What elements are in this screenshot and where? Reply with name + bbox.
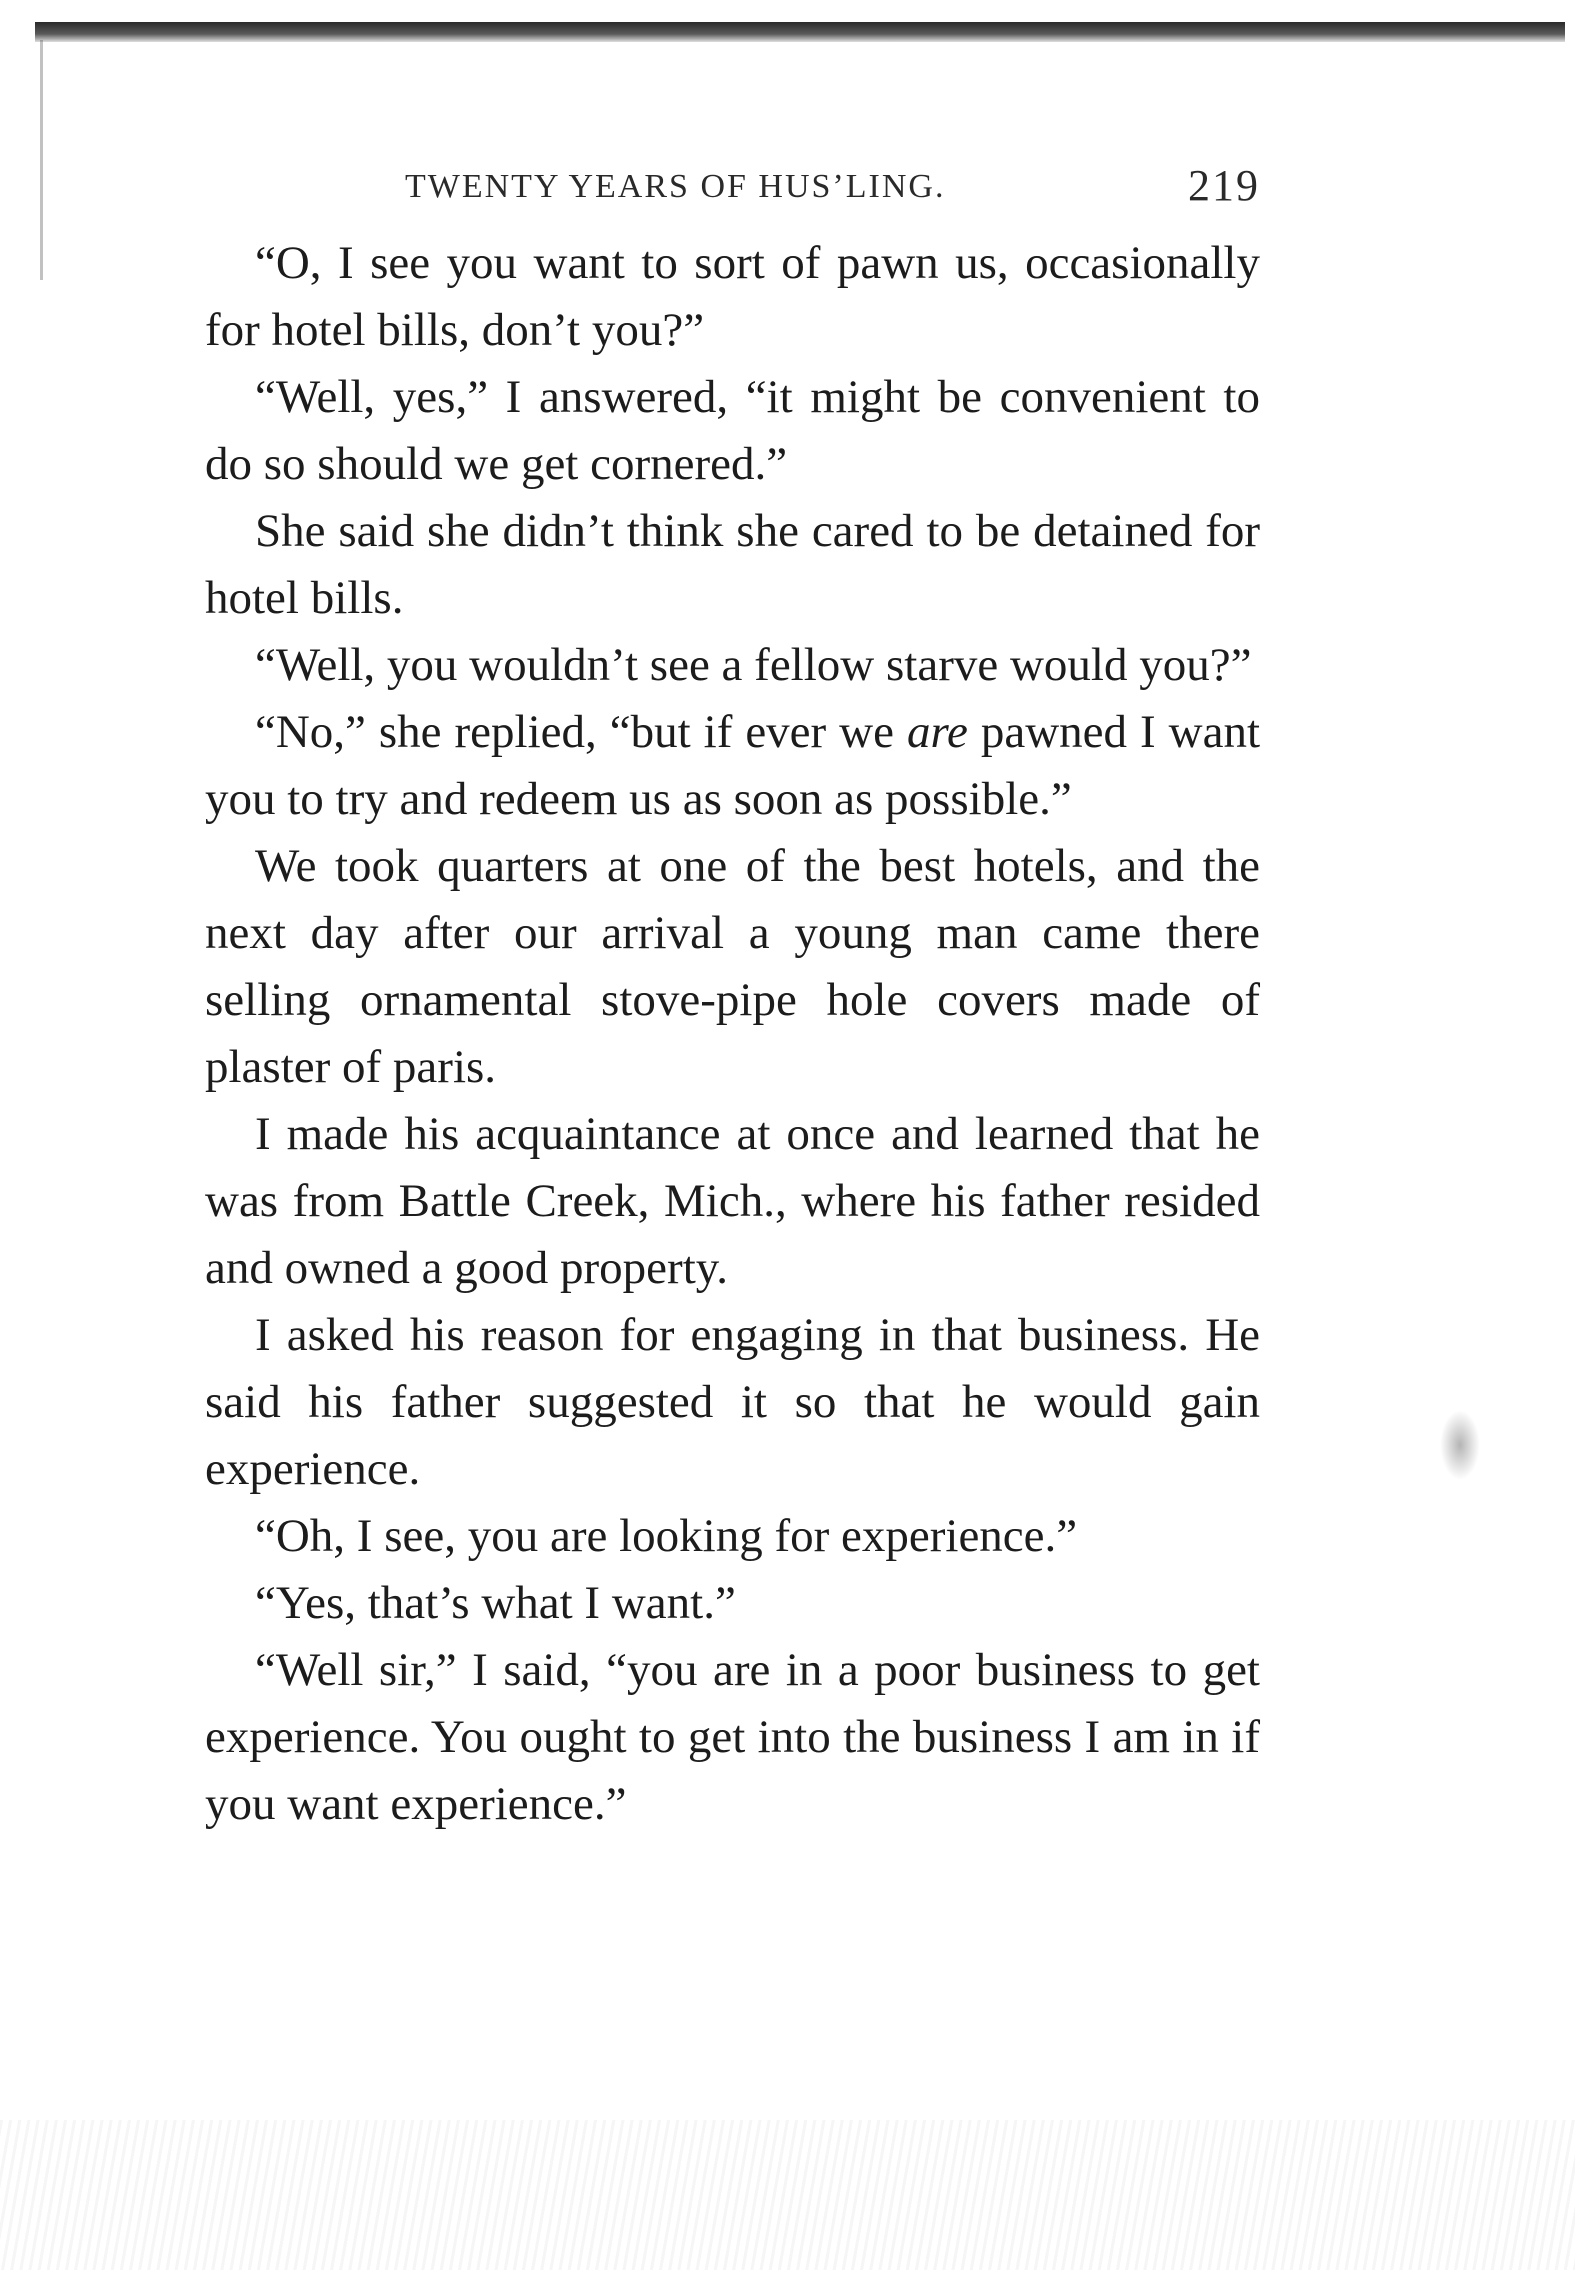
page-body [205, 230, 1260, 1838]
emphasized-word: are [906, 706, 968, 758]
page-number: 219 [1188, 161, 1260, 210]
page-header [205, 150, 1260, 230]
paragraph: We took quarters at one of the best hotels, and the next day after our arrival a young man came there selling ornamental stove-pipe hole covers made of plaster of paris. [205, 840, 1260, 1093]
paragraph-text: “No,” she replied, “but if ever we [255, 706, 907, 758]
paragraph-text: pawned I want you to try and redeem us as soon as possible.” [205, 706, 1261, 825]
paragraph [205, 699, 1260, 833]
top-border-rule [35, 22, 1565, 42]
paragraph: “Yes, that’s what I want.” [255, 1577, 736, 1629]
running-head: TWENTY YEARS OF HUS’LING. [405, 168, 946, 205]
paragraph: “Well, you wouldn’t see a fellow starve would you?” [255, 639, 1252, 691]
ink-speck [1440, 1410, 1480, 1480]
scan-noise [0, 2120, 1575, 2270]
paragraph: “Well, yes,” I answered, “it might be convenient to do so should we get cornered.” [205, 371, 1260, 490]
paragraph: She said she didn’t think she cared to be detained for hotel bills. [205, 505, 1260, 624]
paragraph: “O, I see you want to sort of pawn us, occasionally for hotel bills, don’t you?” [205, 237, 1260, 356]
paragraph: I asked his reason for engaging in that business. He said his father suggested it so that he would gain experience. [205, 1309, 1260, 1495]
paragraph: I made his acquaintance at once and learned that he was from Battle Creek, Mich., where his father resided and owned a good property. [205, 1108, 1260, 1294]
paragraph: “Oh, I see, you are looking for experience.” [255, 1510, 1078, 1562]
book-page [205, 150, 1260, 1838]
left-page-edge [40, 40, 43, 280]
paragraph: “Well sir,” I said, “you are in a poor business to get experience. You ought to get into the business I am in if you want experience.” [205, 1644, 1260, 1830]
